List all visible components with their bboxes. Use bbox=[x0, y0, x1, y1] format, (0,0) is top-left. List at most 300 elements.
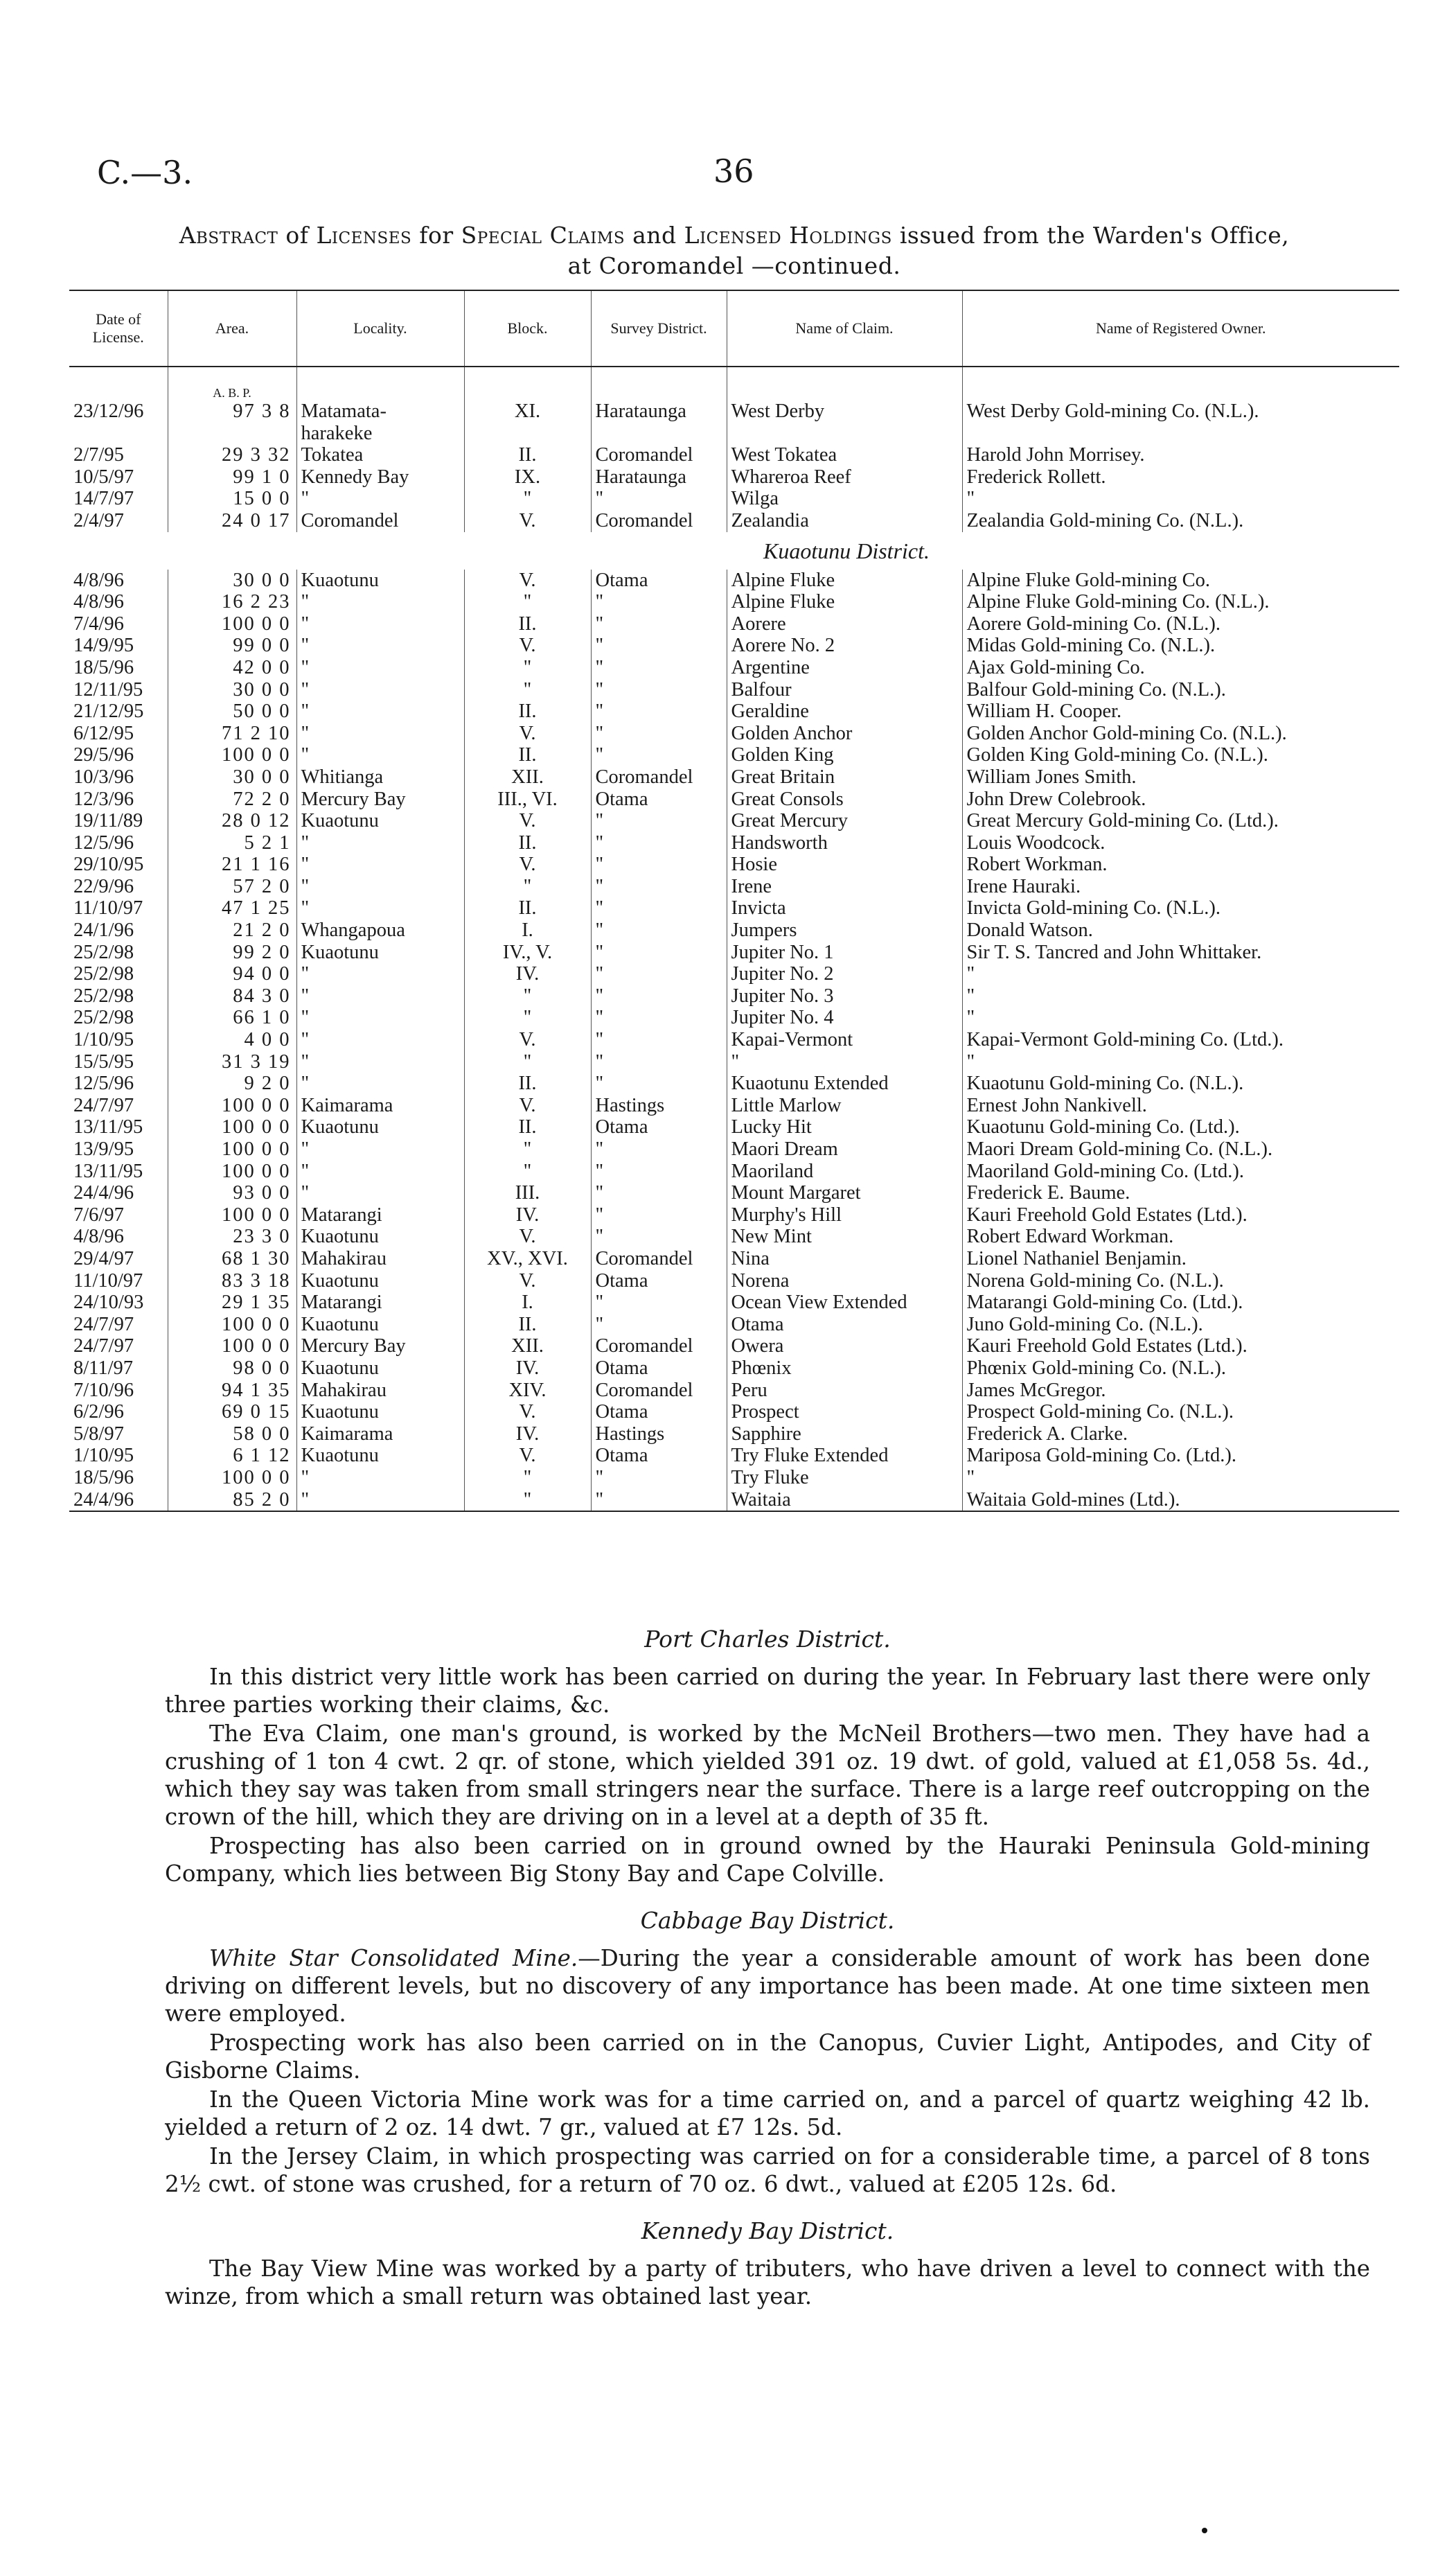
table-row bbox=[69, 1116, 1399, 1138]
cell-owner: Donald Watson. bbox=[966, 919, 1093, 942]
cell-locality: " bbox=[296, 701, 464, 723]
cell-claim: Peru bbox=[727, 1380, 962, 1402]
cell-survey: Harataunga bbox=[591, 401, 727, 423]
cell-survey: Otama bbox=[591, 570, 727, 592]
cell-survey: " bbox=[591, 701, 727, 723]
header-area: Area. bbox=[168, 291, 296, 367]
cell-owner: " bbox=[966, 1050, 975, 1073]
cell-area: 15 0 0 bbox=[168, 488, 296, 510]
cell-block: II. bbox=[464, 832, 591, 854]
table-row bbox=[69, 1357, 1399, 1380]
cell-claim: Prospect bbox=[727, 1401, 962, 1423]
cell-locality: " bbox=[296, 613, 464, 635]
cell-claim: Try Fluke bbox=[727, 1467, 962, 1489]
cell-area: 30 0 0 bbox=[168, 766, 296, 789]
cell-date: 19/11/89 bbox=[69, 810, 168, 832]
cell-locality: Whitianga bbox=[296, 766, 464, 789]
cell-area: 21 2 0 bbox=[168, 919, 296, 942]
table-row bbox=[69, 1380, 1399, 1402]
cell-block: XV., XVI. bbox=[464, 1248, 591, 1270]
table-row bbox=[69, 919, 1399, 942]
cell-claim: Aorere bbox=[727, 613, 962, 635]
cell-claim: Kapai-Vermont bbox=[727, 1029, 962, 1051]
header-survey-district: Survey District. bbox=[591, 291, 727, 367]
cell-block: V. bbox=[464, 854, 591, 876]
cell-locality: " bbox=[296, 832, 464, 854]
cell-survey: " bbox=[591, 1467, 727, 1489]
cell-locality: Tokatea bbox=[296, 444, 464, 466]
cell-owner: Kauri Freehold Gold Estates (Ltd.). bbox=[966, 1204, 1248, 1226]
cell-survey: " bbox=[591, 1138, 727, 1161]
cell-block: IV. bbox=[464, 963, 591, 985]
cell-date: 21/12/95 bbox=[69, 701, 168, 723]
title-word: Special Claims bbox=[461, 222, 625, 249]
cell-locality: Kuaotunu bbox=[296, 942, 464, 964]
cell-date: 18/5/96 bbox=[69, 657, 168, 679]
cell-area: 31 3 19 bbox=[168, 1051, 296, 1073]
cell-date: 29/5/96 bbox=[69, 744, 168, 766]
paragraph: In the Queen Victoria Mine work was for a time carried on, and a parcel of quartz weighing 42 lb. yielded a return of 2 oz. 14 dwt. 7 gr., valued at £7 12s. 5d. bbox=[165, 2086, 1370, 2140]
cell-area: 94 1 35 bbox=[168, 1380, 296, 1402]
cell-date: 29/4/97 bbox=[69, 1248, 168, 1270]
cell-owner: Maoriland Gold-mining Co. (Ltd.). bbox=[966, 1160, 1245, 1182]
cell-survey: " bbox=[591, 1007, 727, 1029]
cell-owner: Norena Gold-mining Co. (N.L.). bbox=[966, 1269, 1224, 1292]
cell-survey: " bbox=[591, 1226, 727, 1248]
table-row bbox=[69, 876, 1399, 898]
cell-date: 29/10/95 bbox=[69, 854, 168, 876]
cell-survey: " bbox=[591, 919, 727, 942]
cell-area: 100 0 0 bbox=[168, 1116, 296, 1138]
cell-locality: Kuaotunu bbox=[296, 1116, 464, 1138]
cell-area: 28 0 12 bbox=[168, 810, 296, 832]
cell-block: " bbox=[464, 679, 591, 701]
cell-claim: Balfour bbox=[727, 679, 962, 701]
cell-block: IV., V. bbox=[464, 942, 591, 964]
cell-survey: " bbox=[591, 1073, 727, 1095]
cell-claim: Maori Dream bbox=[727, 1138, 962, 1161]
paragraph: Prospecting work has also been carried on in the Canopus, Cuvier Light, Antipodes, and City of Gisborne Claims. bbox=[165, 2030, 1370, 2084]
cell-owner bbox=[962, 423, 1399, 445]
cell-claim: Handsworth bbox=[727, 832, 962, 854]
cell-survey: Otama bbox=[591, 1401, 727, 1423]
cell-date: 2/4/97 bbox=[69, 510, 168, 532]
cell-date: 6/12/95 bbox=[69, 723, 168, 745]
cell-claim: Waitaia bbox=[727, 1489, 962, 1511]
cell-owner: Ernest John Nankivell. bbox=[966, 1094, 1147, 1116]
paragraph: Prospecting has also been carried on in ground owned by the Hauraki Peninsula Gold-mining Company, which lies between Big Stony Bay and Cape Colville. bbox=[165, 1833, 1370, 1887]
cell-survey: Harataunga bbox=[591, 466, 727, 489]
cell-date: 24/1/96 bbox=[69, 919, 168, 942]
cell-survey: " bbox=[591, 1051, 727, 1073]
area-units-row bbox=[69, 385, 1399, 401]
cell-locality: Kuaotunu bbox=[296, 1270, 464, 1292]
table-row bbox=[69, 466, 1399, 489]
cell-date: 11/10/97 bbox=[69, 1270, 168, 1292]
cell-locality: Matarangi bbox=[296, 1204, 464, 1226]
header-claim-name: Name of Claim. bbox=[727, 291, 962, 367]
cell-area: 9 2 0 bbox=[168, 1073, 296, 1095]
area-units: A. B. P. bbox=[168, 385, 296, 401]
cell-date: 12/11/95 bbox=[69, 679, 168, 701]
cell-locality: Mahakirau bbox=[296, 1380, 464, 1402]
cell-locality: Kuaotunu bbox=[296, 570, 464, 592]
cell-date: 24/7/97 bbox=[69, 1095, 168, 1117]
cell-area: 85 2 0 bbox=[168, 1489, 296, 1511]
cell-block: IV. bbox=[464, 1204, 591, 1226]
cell-survey: " bbox=[591, 1204, 727, 1226]
cell-block: II. bbox=[464, 444, 591, 466]
table-row bbox=[69, 1007, 1399, 1029]
cell-block: XII. bbox=[464, 766, 591, 789]
title-word: Abstract bbox=[179, 222, 278, 249]
cell-date: 18/5/96 bbox=[69, 1467, 168, 1489]
cell-locality: Kaimarama bbox=[296, 1095, 464, 1117]
cell-survey: " bbox=[591, 1314, 727, 1336]
cell-block: V. bbox=[464, 1226, 591, 1248]
table-row bbox=[69, 1138, 1399, 1161]
cell-locality: " bbox=[296, 1161, 464, 1183]
table-row bbox=[69, 423, 1399, 445]
table-row bbox=[69, 488, 1399, 510]
cell-claim: New Mint bbox=[727, 1226, 962, 1248]
cell-block: V. bbox=[464, 1270, 591, 1292]
cell-survey: Coromandel bbox=[591, 1248, 727, 1270]
cell-locality: " bbox=[296, 1182, 464, 1204]
cell-owner: Invicta Gold-mining Co. (N.L.). bbox=[966, 897, 1220, 919]
cell-block: V. bbox=[464, 570, 591, 592]
table-row bbox=[69, 510, 1399, 532]
cell-block: " bbox=[464, 1489, 591, 1511]
cell-claim: Phœnix bbox=[727, 1357, 962, 1380]
cell-date: 13/9/95 bbox=[69, 1138, 168, 1161]
ink-mark bbox=[1202, 2528, 1207, 2533]
cell-area: 100 0 0 bbox=[168, 613, 296, 635]
cell-date: 1/10/95 bbox=[69, 1445, 168, 1467]
cell-area: 69 0 15 bbox=[168, 1401, 296, 1423]
cell-locality: Kuaotunu bbox=[296, 1314, 464, 1336]
cell-date: 8/11/97 bbox=[69, 1357, 168, 1380]
cell-locality: harakeke bbox=[296, 423, 464, 445]
cell-block: V. bbox=[464, 723, 591, 745]
table-row bbox=[69, 1401, 1399, 1423]
cell-survey: " bbox=[591, 1161, 727, 1183]
cell-claim: Zealandia bbox=[727, 510, 962, 532]
cell-block: V. bbox=[464, 810, 591, 832]
cell-block: I. bbox=[464, 1292, 591, 1314]
cell-block: IX. bbox=[464, 466, 591, 489]
cell-area: 100 0 0 bbox=[168, 1314, 296, 1336]
cell-survey: " bbox=[591, 810, 727, 832]
cell-block: " bbox=[464, 876, 591, 898]
cell-locality: Kuaotunu bbox=[296, 810, 464, 832]
cell-survey: Coromandel bbox=[591, 510, 727, 532]
cell-owner: Ajax Gold-mining Co. bbox=[966, 656, 1145, 678]
title-word: of bbox=[278, 222, 317, 249]
cell-owner: " bbox=[966, 488, 975, 510]
cell-owner: William Jones Smith. bbox=[966, 766, 1137, 788]
cell-locality: Matamata- bbox=[296, 401, 464, 423]
cell-block: XIV. bbox=[464, 1380, 591, 1402]
cell-block: IV. bbox=[464, 1423, 591, 1445]
cell-owner: John Drew Colebrook. bbox=[966, 788, 1146, 810]
cell-locality: Kuaotunu bbox=[296, 1445, 464, 1467]
cell-area: 57 2 0 bbox=[168, 876, 296, 898]
table-row bbox=[69, 401, 1399, 423]
cell-claim: Murphy's Hill bbox=[727, 1204, 962, 1226]
cell-locality: Mercury Bay bbox=[296, 1335, 464, 1357]
header-locality: Locality. bbox=[296, 291, 464, 367]
cell-date: 2/7/95 bbox=[69, 444, 168, 466]
mine-name: White Star Consolidated Mine. bbox=[209, 1945, 578, 1971]
cell-block: XII. bbox=[464, 1335, 591, 1357]
cell-date: 4/8/96 bbox=[69, 570, 168, 592]
cell-owner: Zealandia Gold-mining Co. (N.L.). bbox=[966, 509, 1244, 531]
cell-owner: Balfour Gold-mining Co. (N.L.). bbox=[966, 678, 1226, 701]
cell-owner: Great Mercury Gold-mining Co. (Ltd.). bbox=[966, 810, 1279, 832]
cell-owner: Alpine Fluke Gold-mining Co. (N.L.). bbox=[966, 591, 1270, 613]
cell-date: 13/11/95 bbox=[69, 1116, 168, 1138]
cell-locality: " bbox=[296, 1029, 464, 1051]
cell-survey: Coromandel bbox=[591, 1335, 727, 1357]
cell-locality: " bbox=[296, 591, 464, 613]
cell-date: 4/8/96 bbox=[69, 591, 168, 613]
table-row bbox=[69, 942, 1399, 964]
section-heading-kennedy-bay: Kennedy Bay District. bbox=[641, 2217, 894, 2244]
cell-block: " bbox=[464, 488, 591, 510]
cell-area: 6 1 12 bbox=[168, 1445, 296, 1467]
cell-claim: Sapphire bbox=[727, 1423, 962, 1445]
cell-locality: Kuaotunu bbox=[296, 1226, 464, 1248]
cell-area: 99 0 0 bbox=[168, 635, 296, 657]
cell-owner: Mariposa Gold-mining Co. (Ltd.). bbox=[966, 1445, 1236, 1467]
cell-block: II. bbox=[464, 701, 591, 723]
cell-survey: " bbox=[591, 1182, 727, 1204]
cell-date: 24/7/97 bbox=[69, 1314, 168, 1336]
cell-date: 10/3/96 bbox=[69, 766, 168, 789]
cell-date: 4/8/96 bbox=[69, 1226, 168, 1248]
cell-owner: Alpine Fluke Gold-mining Co. bbox=[966, 569, 1210, 591]
cell-survey bbox=[591, 423, 727, 445]
cell-claim: Little Marlow bbox=[727, 1095, 962, 1117]
cell-area: 21 1 16 bbox=[168, 854, 296, 876]
paragraph: The Eva Claim, one man's ground, is worked by the McNeil Brothers—two men. They have had a crushing of 1 ton 4 cwt. 2 qr. of stone, which yielded 391 oz. 19 dwt. of gold, valued at £1,058 5s. 4d., which they say was taken from small stringers near the surface. There is a large reef outcropping on the crown of the hill, which they are driving on in a level at a depth of 35 ft. bbox=[165, 1720, 1370, 1830]
cell-date: 25/2/98 bbox=[69, 985, 168, 1007]
cell-locality: " bbox=[296, 1073, 464, 1095]
table-row bbox=[69, 1095, 1399, 1117]
table-row bbox=[69, 854, 1399, 876]
cell-owner: West Derby Gold-mining Co. (N.L.). bbox=[966, 401, 1259, 422]
cell-block: " bbox=[464, 657, 591, 679]
cell-date: 1/10/95 bbox=[69, 1029, 168, 1051]
cell-block: " bbox=[464, 1467, 591, 1489]
cell-claim: Norena bbox=[727, 1270, 962, 1292]
cell-locality: Kuaotunu bbox=[296, 1357, 464, 1380]
cell-locality: " bbox=[296, 679, 464, 701]
table-row bbox=[69, 1467, 1399, 1489]
table-row bbox=[69, 832, 1399, 854]
cell-area: 50 0 0 bbox=[168, 701, 296, 723]
table-row bbox=[69, 766, 1399, 789]
cell-claim: Aorere No. 2 bbox=[727, 635, 962, 657]
cell-survey: Otama bbox=[591, 789, 727, 811]
cell-claim: Kuaotunu Extended bbox=[727, 1073, 962, 1095]
cell-date: 14/9/95 bbox=[69, 635, 168, 657]
cell-block: I. bbox=[464, 919, 591, 942]
cell-area: 72 2 0 bbox=[168, 789, 296, 811]
cell-date: 7/4/96 bbox=[69, 613, 168, 635]
cell-area: 4 0 0 bbox=[168, 1029, 296, 1051]
cell-claim: Great Britain bbox=[727, 766, 962, 789]
table-row bbox=[69, 1445, 1399, 1467]
cell-locality: " bbox=[296, 1138, 464, 1161]
cell-locality: " bbox=[296, 1467, 464, 1489]
table-row bbox=[69, 591, 1399, 613]
cell-owner: Louis Woodcock. bbox=[966, 831, 1106, 854]
cell-date: 25/2/98 bbox=[69, 1007, 168, 1029]
district-heading-row bbox=[69, 532, 1399, 570]
table-row bbox=[69, 444, 1399, 466]
table-row bbox=[69, 1270, 1399, 1292]
cell-survey: Otama bbox=[591, 1357, 727, 1380]
cell-area: 30 0 0 bbox=[168, 570, 296, 592]
cell-owner: Lionel Nathaniel Benjamin. bbox=[966, 1247, 1187, 1269]
cell-claim: Whareroa Reef bbox=[727, 466, 962, 489]
cell-block: II. bbox=[464, 1116, 591, 1138]
paragraph: The Bay View Mine was worked by a party of tributers, who have driven a level to connect with the winze, from which a small return was obtained last year. bbox=[165, 2255, 1370, 2309]
cell-date: 12/5/96 bbox=[69, 1073, 168, 1095]
cell-block: V. bbox=[464, 510, 591, 532]
cell-owner: Kuaotunu Gold-mining Co. (N.L.). bbox=[966, 1073, 1244, 1095]
table-row bbox=[69, 1226, 1399, 1248]
cell-date: 25/2/98 bbox=[69, 942, 168, 964]
title-word: issued from the Warden's Office, bbox=[891, 222, 1290, 249]
cell-block: III., VI. bbox=[464, 789, 591, 811]
cell-area: 5 2 1 bbox=[168, 832, 296, 854]
cell-locality: Mercury Bay bbox=[296, 789, 464, 811]
cell-claim: Try Fluke Extended bbox=[727, 1445, 962, 1467]
table-row bbox=[69, 789, 1399, 811]
cell-owner: Maori Dream Gold-mining Co. (N.L.). bbox=[966, 1138, 1273, 1160]
cell-owner: Harold John Morrisey. bbox=[966, 444, 1145, 466]
paragraph: In this district very little work has been carried on during the year. In February last there were only three parties working their claims, &c. bbox=[165, 1664, 1370, 1718]
table-row bbox=[69, 963, 1399, 985]
table-row bbox=[69, 1248, 1399, 1270]
cell-area: 84 3 0 bbox=[168, 985, 296, 1007]
cell-survey: Otama bbox=[591, 1270, 727, 1292]
table-row bbox=[69, 657, 1399, 679]
table-row bbox=[69, 679, 1399, 701]
cell-locality: Whangapoua bbox=[296, 919, 464, 942]
report-body bbox=[165, 1626, 1370, 2312]
cell-owner: William H. Cooper. bbox=[966, 701, 1122, 723]
cell-date: 13/11/95 bbox=[69, 1161, 168, 1183]
cell-date: 7/6/97 bbox=[69, 1204, 168, 1226]
cell-survey: " bbox=[591, 635, 727, 657]
licenses-table-grid bbox=[69, 291, 1399, 1511]
cell-block: V. bbox=[464, 1445, 591, 1467]
cell-date: 11/10/97 bbox=[69, 897, 168, 919]
document-number: C.—3. bbox=[97, 154, 193, 191]
cell-area: 100 0 0 bbox=[168, 744, 296, 766]
cell-owner: Irene Hauraki. bbox=[966, 875, 1081, 897]
cell-survey: " bbox=[591, 613, 727, 635]
cell-survey: " bbox=[591, 591, 727, 613]
cell-area: 94 0 0 bbox=[168, 963, 296, 985]
cell-date bbox=[69, 423, 168, 445]
cell-claim: Great Consols bbox=[727, 789, 962, 811]
cell-area: 100 0 0 bbox=[168, 1467, 296, 1489]
cell-area: 29 1 35 bbox=[168, 1292, 296, 1314]
cell-area bbox=[168, 423, 296, 445]
cell-claim: West Tokatea bbox=[727, 444, 962, 466]
cell-survey: Hastings bbox=[591, 1095, 727, 1117]
cell-owner: Robert Workman. bbox=[966, 854, 1108, 876]
district-heading: Kuaotunu District. bbox=[763, 538, 930, 563]
cell-date: 12/5/96 bbox=[69, 832, 168, 854]
cell-area: 68 1 30 bbox=[168, 1248, 296, 1270]
cell-survey: " bbox=[591, 1489, 727, 1511]
cell-survey: " bbox=[591, 1292, 727, 1314]
cell-claim: Jupiter No. 2 bbox=[727, 963, 962, 985]
cell-locality: " bbox=[296, 657, 464, 679]
cell-survey: Hastings bbox=[591, 1423, 727, 1445]
cell-area: 100 0 0 bbox=[168, 1161, 296, 1183]
cell-area: 23 3 0 bbox=[168, 1226, 296, 1248]
cell-locality: Kuaotunu bbox=[296, 1401, 464, 1423]
cell-claim: Jumpers bbox=[727, 919, 962, 942]
cell-area: 47 1 25 bbox=[168, 897, 296, 919]
cell-block: XI. bbox=[464, 401, 591, 423]
spacer-row bbox=[69, 367, 1399, 385]
cell-block: V. bbox=[464, 635, 591, 657]
table-row bbox=[69, 1161, 1399, 1183]
paragraph bbox=[165, 1944, 1370, 2027]
cell-block: II. bbox=[464, 613, 591, 635]
cell-area: 71 2 10 bbox=[168, 723, 296, 745]
cell-locality: Kaimarama bbox=[296, 1423, 464, 1445]
cell-date: 15/5/95 bbox=[69, 1051, 168, 1073]
cell-locality: " bbox=[296, 854, 464, 876]
cell-locality: " bbox=[296, 1051, 464, 1073]
cell-locality: Mahakirau bbox=[296, 1248, 464, 1270]
cell-block: II. bbox=[464, 744, 591, 766]
cell-locality: " bbox=[296, 723, 464, 745]
cell-survey: " bbox=[591, 657, 727, 679]
cell-owner: Frederick A. Clarke. bbox=[966, 1423, 1128, 1445]
cell-survey: " bbox=[591, 488, 727, 510]
cell-area: 99 1 0 bbox=[168, 466, 296, 489]
cell-block: " bbox=[464, 591, 591, 613]
table-row bbox=[69, 570, 1399, 592]
cell-date: 7/10/96 bbox=[69, 1380, 168, 1402]
cell-block: " bbox=[464, 1138, 591, 1161]
cell-area: 29 3 32 bbox=[168, 444, 296, 466]
table-row bbox=[69, 744, 1399, 766]
table-row bbox=[69, 810, 1399, 832]
cell-locality: " bbox=[296, 635, 464, 657]
cell-survey: Otama bbox=[591, 1116, 727, 1138]
table-row bbox=[69, 1051, 1399, 1073]
cell-block: " bbox=[464, 1007, 591, 1029]
cell-locality: " bbox=[296, 1489, 464, 1511]
cell-block: V. bbox=[464, 1029, 591, 1051]
cell-owner: Kapai-Vermont Gold-mining Co. (Ltd.). bbox=[966, 1029, 1284, 1051]
paragraph-text: —During the year a considerable amount of work has been done driving on different levels, but no discovery of any importance has been made. At one time sixteen men were employed. bbox=[165, 1945, 1370, 2027]
cell-date: 10/5/97 bbox=[69, 466, 168, 489]
cell-locality: " bbox=[296, 897, 464, 919]
cell-survey: " bbox=[591, 832, 727, 854]
